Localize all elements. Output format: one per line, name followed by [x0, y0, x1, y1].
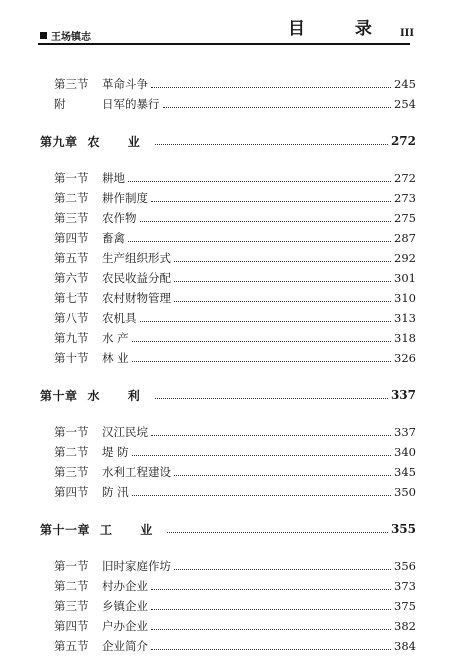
- dot-leader: [155, 398, 388, 399]
- entry-page-number: 326: [394, 351, 416, 365]
- entry-label: 第三节: [54, 211, 89, 225]
- dot-leader: [155, 144, 388, 145]
- entry-label: 第九节: [54, 331, 89, 345]
- entry-title: 农民收益分配: [102, 271, 171, 285]
- entry-title: 水 利: [87, 388, 152, 403]
- entry-label: 第三节: [54, 77, 89, 91]
- entry-title: 耕地: [102, 171, 125, 185]
- entry-label: 第一节: [54, 171, 89, 185]
- entry-title: 农作物: [102, 211, 137, 225]
- entry-label: 第一节: [54, 425, 89, 439]
- dot-leader: [128, 181, 391, 182]
- entry-page-number: 272: [394, 171, 416, 185]
- entry-page-number: 313: [394, 311, 416, 325]
- dot-leader: [151, 589, 391, 590]
- entry-page-number: 384: [394, 639, 416, 653]
- entry-label: 第七节: [54, 291, 89, 305]
- entry-label: 第二节: [54, 191, 89, 205]
- dot-leader: [151, 435, 391, 436]
- toc-section-entry[interactable]: [40, 576, 416, 596]
- toc-section-entry[interactable]: [40, 482, 416, 502]
- toc-section-entry[interactable]: [40, 74, 416, 94]
- dot-leader: [151, 629, 391, 630]
- toc-chapter-entry[interactable]: [40, 519, 416, 539]
- page-number: III: [400, 28, 415, 39]
- spacer: [40, 539, 416, 556]
- toc-section-entry[interactable]: [40, 94, 416, 114]
- entry-title: 乡镇企业: [102, 599, 148, 613]
- entry-page-number: 345: [394, 465, 416, 479]
- entry-title: 堤 防: [102, 445, 129, 459]
- entry-label: 第十节: [54, 351, 89, 365]
- entry-page-number: 337: [394, 425, 416, 439]
- entry-title: 农 业: [87, 134, 152, 149]
- entry-label: 第九章: [40, 134, 78, 149]
- entry-page-number: 272: [390, 134, 416, 148]
- dot-leader: [174, 281, 391, 282]
- entry-label: 第二节: [54, 579, 89, 593]
- toc-section-entry[interactable]: [40, 208, 416, 228]
- entry-title: 户办企业: [102, 619, 148, 633]
- entry-title: 耕作制度: [102, 191, 148, 205]
- entry-page-number: 356: [394, 559, 416, 573]
- dot-leader: [151, 649, 391, 650]
- entry-page-number: 287: [394, 231, 416, 245]
- toc-section-entry[interactable]: [40, 556, 416, 576]
- dot-leader: [174, 261, 391, 262]
- entry-label: 第二节: [54, 445, 89, 459]
- entry-label: 第五节: [54, 639, 89, 653]
- header-divider: [38, 43, 410, 45]
- entry-title: 旧时家庭作坊: [102, 559, 171, 573]
- entry-title: 企业简介: [102, 639, 148, 653]
- toc-section-entry[interactable]: [40, 188, 416, 208]
- entry-title: 水 产: [102, 331, 129, 345]
- entry-label: 第十一章: [40, 522, 91, 537]
- entry-page-number: 337: [390, 388, 416, 402]
- entry-label: 第一节: [54, 559, 89, 573]
- dot-leader: [151, 87, 391, 88]
- table-of-contents: [40, 74, 416, 656]
- dot-leader: [132, 495, 391, 496]
- toc-section-entry[interactable]: [40, 268, 416, 288]
- toc-section-entry[interactable]: [40, 228, 416, 248]
- toc-section-entry[interactable]: [40, 288, 416, 308]
- dot-leader: [151, 609, 391, 610]
- entry-page-number: 373: [394, 579, 416, 593]
- entry-page-number: 310: [394, 291, 416, 305]
- toc-section-entry[interactable]: [40, 248, 416, 268]
- entry-label: 附: [54, 97, 66, 111]
- toc-section-entry[interactable]: [40, 422, 416, 442]
- dot-leader: [151, 201, 391, 202]
- spacer: [40, 405, 416, 422]
- entry-page-number: 355: [390, 522, 416, 536]
- toc-section-entry[interactable]: [40, 616, 416, 636]
- entry-title: 畜禽: [102, 231, 125, 245]
- entry-title: 村办企业: [102, 579, 148, 593]
- dot-leader: [140, 221, 392, 222]
- entry-label: 第四节: [54, 485, 89, 499]
- entry-label: 第五节: [54, 251, 89, 265]
- toc-section-entry[interactable]: [40, 308, 416, 328]
- entry-label: 第三节: [54, 465, 89, 479]
- square-bullet-icon: [40, 32, 47, 39]
- entry-label: 第八节: [54, 311, 89, 325]
- entry-page-number: 254: [394, 97, 416, 111]
- spacer: [40, 114, 416, 131]
- spacer: [40, 151, 416, 168]
- dot-leader: [163, 107, 392, 108]
- entry-title: 日军的暴行: [102, 97, 160, 111]
- dot-leader: [167, 532, 388, 533]
- toc-section-entry[interactable]: [40, 442, 416, 462]
- dot-leader: [128, 241, 391, 242]
- entry-page-number: 273: [394, 191, 416, 205]
- entry-page-number: 275: [394, 211, 416, 225]
- dot-leader: [174, 301, 391, 302]
- toc-chapter-entry[interactable]: [40, 131, 416, 151]
- entry-page-number: 350: [394, 485, 416, 499]
- toc-section-entry[interactable]: [40, 328, 416, 348]
- toc-chapter-entry[interactable]: [40, 385, 416, 405]
- spacer: [40, 502, 416, 519]
- dot-leader: [132, 455, 391, 456]
- entry-title: 革命斗争: [102, 77, 148, 91]
- entry-label: 第六节: [54, 271, 89, 285]
- dot-leader: [140, 321, 392, 322]
- entry-page-number: 382: [394, 619, 416, 633]
- entry-label: 第四节: [54, 231, 89, 245]
- entry-page-number: 292: [394, 251, 416, 265]
- entry-title: 农村财物管理: [102, 291, 171, 305]
- toc-section-entry[interactable]: [40, 462, 416, 482]
- toc-section-entry[interactable]: [40, 596, 416, 616]
- spacer: [40, 368, 416, 385]
- entry-title: 汉江民垸: [102, 425, 148, 439]
- entry-page-number: 340: [394, 445, 416, 459]
- page-header: [0, 0, 450, 46]
- entry-title: 生产组织形式: [102, 251, 171, 265]
- entry-title: 水利工程建设: [102, 465, 171, 479]
- entry-page-number: 375: [394, 599, 416, 613]
- toc-section-entry[interactable]: [40, 636, 416, 656]
- dot-leader: [132, 341, 391, 342]
- dot-leader: [174, 475, 391, 476]
- dot-leader: [174, 569, 391, 570]
- entry-label: 第十章: [40, 388, 78, 403]
- book-title: 王场镇志: [51, 32, 91, 43]
- entry-label: 第四节: [54, 619, 89, 633]
- entry-title: 农机具: [102, 311, 137, 325]
- page-title: 目 录: [288, 19, 394, 39]
- toc-section-entry[interactable]: [40, 348, 416, 368]
- entry-title: 防 汛: [102, 485, 129, 499]
- toc-section-entry[interactable]: [40, 168, 416, 188]
- entry-label: 第三节: [54, 599, 89, 613]
- entry-page-number: 301: [394, 271, 416, 285]
- entry-title: 工 业: [100, 522, 165, 537]
- entry-page-number: 245: [394, 77, 416, 91]
- entry-title: 林 业: [102, 351, 129, 365]
- entry-page-number: 318: [394, 331, 416, 345]
- dot-leader: [132, 361, 391, 362]
